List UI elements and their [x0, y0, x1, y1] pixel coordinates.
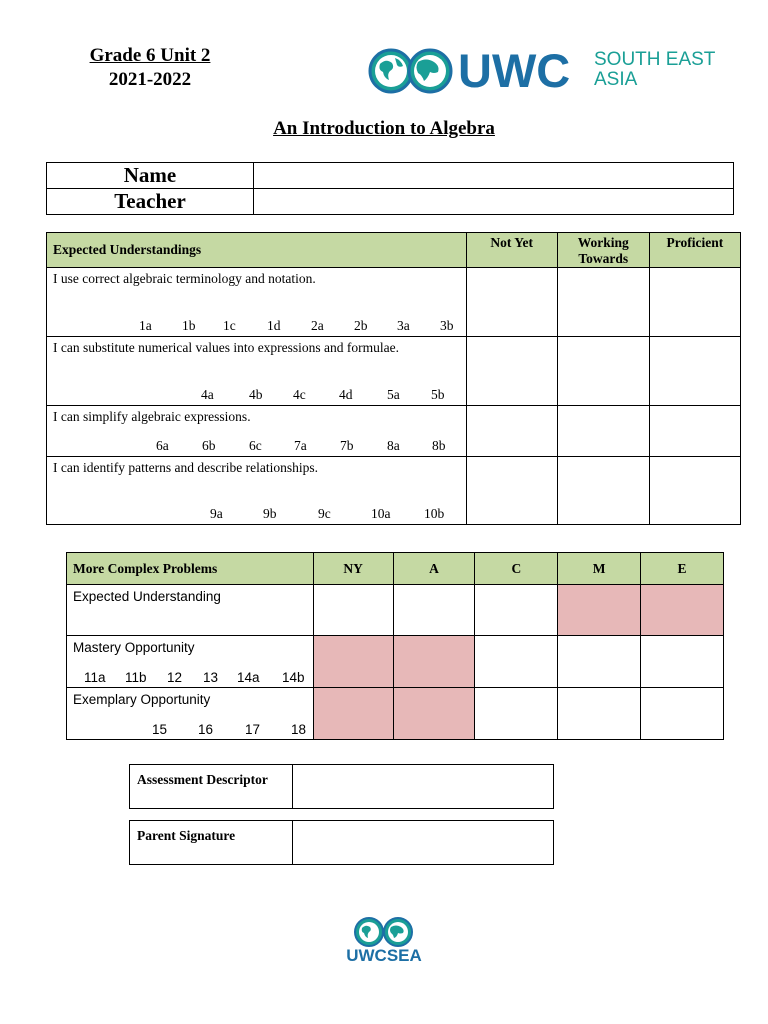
col-working-line-1: Working	[577, 235, 629, 250]
question-number: 4b	[249, 387, 263, 402]
parent-signature-label: Parent Signature	[130, 821, 293, 864]
question-number: 17	[245, 722, 261, 737]
question-number: 4c	[293, 387, 306, 402]
footer-wordmark: UWCSEA	[346, 946, 422, 965]
eu-header-row	[47, 233, 741, 268]
uwc-logo	[368, 44, 728, 98]
eu-statement: I use correct algebraic terminology and notation.	[53, 271, 316, 286]
rating-e-cell[interactable]	[641, 688, 724, 740]
rating-e-cell[interactable]	[641, 636, 724, 688]
question-number: 18	[291, 722, 307, 737]
rating-proficient-cell[interactable]	[649, 457, 740, 525]
question-number: 2a	[311, 318, 324, 333]
logo-subtitle-line-1: SOUTH EAST	[594, 49, 716, 70]
eu-statement: I can substitute numerical values into expressions and formulae.	[53, 340, 400, 355]
rating-not-yet-cell[interactable]	[466, 337, 557, 406]
question-number: 7b	[340, 438, 354, 453]
question-number: 1d	[267, 318, 281, 333]
col-a: A	[393, 553, 475, 585]
eu-row-desc	[47, 457, 467, 525]
question-number: 7a	[294, 438, 307, 453]
assessment-descriptor-box	[129, 764, 554, 809]
question-number: 11a	[84, 670, 106, 685]
name-label: Name	[47, 163, 254, 189]
rating-proficient-cell[interactable]	[649, 406, 740, 457]
col-proficient: Proficient	[649, 233, 740, 268]
teacher-label: Teacher	[47, 189, 254, 215]
question-number: 1b	[182, 318, 196, 333]
rating-c-cell[interactable]	[475, 636, 558, 688]
question-number: 1a	[139, 318, 152, 333]
question-number: 11b	[125, 670, 147, 685]
question-number: 1c	[223, 318, 236, 333]
eu-statement: I can simplify algebraic expressions.	[53, 409, 251, 424]
question-number: 14a	[237, 670, 260, 685]
parent-signature-field[interactable]	[294, 821, 553, 864]
eu-row	[47, 337, 741, 406]
question-number: 6a	[156, 438, 169, 453]
document-header	[60, 44, 240, 92]
question-number: 9c	[318, 506, 331, 521]
rating-not-yet-cell[interactable]	[466, 457, 557, 525]
rating-working-cell[interactable]	[557, 457, 649, 525]
student-info-table	[46, 162, 734, 215]
question-number: 15	[152, 722, 168, 737]
question-number: 16	[198, 722, 214, 737]
question-number: 4d	[339, 387, 353, 402]
rating-working-cell[interactable]	[557, 406, 649, 457]
unit-title: Grade 6 Unit 2	[89, 45, 211, 66]
mc-row-desc	[67, 636, 314, 688]
complex-problems-table	[66, 552, 724, 740]
eu-row-desc	[47, 406, 467, 457]
col-c: C	[475, 553, 558, 585]
col-ny: NY	[313, 553, 393, 585]
mc-statement: Exemplary Opportunity	[73, 692, 211, 707]
eu-header-title: Expected Understandings	[47, 233, 467, 268]
shaded-m-cell	[558, 585, 641, 636]
twin-globes-icon	[368, 44, 456, 98]
eu-row-desc	[47, 268, 467, 337]
shaded-a-cell	[393, 688, 475, 740]
shaded-e-cell	[641, 585, 724, 636]
logo-subtitle-line-2: ASIA	[594, 69, 638, 90]
uwcsea-footer-logo	[338, 916, 430, 972]
shaded-ny-cell	[313, 688, 393, 740]
rating-ny-cell[interactable]	[313, 585, 393, 636]
question-number: 3a	[397, 318, 410, 333]
expected-understandings-table	[46, 232, 741, 525]
rating-m-cell[interactable]	[558, 688, 641, 740]
question-number: 6c	[249, 438, 262, 453]
eu-row	[47, 268, 741, 337]
document-title-text: An Introduction to Algebra	[273, 118, 495, 139]
question-number: 12	[167, 670, 183, 685]
question-number: 10b	[424, 506, 445, 521]
question-number: 8b	[432, 438, 446, 453]
rating-c-cell[interactable]	[475, 688, 558, 740]
assessment-descriptor-label: Assessment Descriptor	[130, 765, 293, 808]
mc-row-desc	[67, 688, 314, 740]
question-number: 14b	[282, 670, 305, 685]
mc-row	[67, 636, 724, 688]
mc-row-desc	[67, 585, 314, 636]
rating-proficient-cell[interactable]	[649, 337, 740, 406]
question-number: 2b	[354, 318, 368, 333]
question-number: 9b	[263, 506, 277, 521]
col-not-yet: Not Yet	[466, 233, 557, 268]
parent-signature-box	[129, 820, 554, 865]
rating-m-cell[interactable]	[558, 636, 641, 688]
question-number: 3b	[440, 318, 454, 333]
rating-proficient-cell[interactable]	[649, 268, 740, 337]
question-number: 9a	[210, 506, 223, 521]
assessment-descriptor-field[interactable]	[294, 765, 553, 808]
mc-row	[67, 688, 724, 740]
rating-c-cell[interactable]	[475, 585, 558, 636]
mc-header-title: More Complex Problems	[67, 553, 314, 585]
question-number: 10a	[371, 506, 391, 521]
col-m: M	[558, 553, 641, 585]
question-number: 5b	[431, 387, 445, 402]
eu-row	[47, 457, 741, 525]
logo-subtitle	[594, 50, 715, 90]
shaded-a-cell	[393, 636, 475, 688]
question-number: 5a	[387, 387, 400, 402]
logo-wordmark: UWC	[458, 44, 571, 97]
question-number: 8a	[387, 438, 400, 453]
col-e: E	[641, 553, 724, 585]
col-working-towards	[557, 233, 649, 268]
eu-statement: I can identify patterns and describe relationships.	[53, 460, 319, 475]
name-field[interactable]	[254, 163, 734, 189]
school-year: 2021-2022	[108, 69, 192, 90]
document-title	[0, 118, 768, 140]
mc-statement: Expected Understanding	[73, 589, 221, 604]
rating-working-cell[interactable]	[557, 268, 649, 337]
question-number: 13	[203, 670, 219, 685]
rating-working-cell[interactable]	[557, 337, 649, 406]
rating-a-cell[interactable]	[393, 585, 475, 636]
teacher-field[interactable]	[254, 189, 734, 215]
eu-row-desc	[47, 337, 467, 406]
mc-header-row	[67, 553, 724, 585]
col-working-line-2: Towards	[578, 251, 629, 266]
teacher-row	[47, 189, 734, 215]
name-row	[47, 163, 734, 189]
question-number: 6b	[202, 438, 216, 453]
rating-not-yet-cell[interactable]	[466, 268, 557, 337]
mc-row	[67, 585, 724, 636]
question-number: 4a	[201, 387, 214, 402]
mc-statement: Mastery Opportunity	[73, 640, 195, 655]
shaded-ny-cell	[313, 636, 393, 688]
twin-globes-icon	[352, 916, 416, 948]
rating-not-yet-cell[interactable]	[466, 406, 557, 457]
eu-row	[47, 406, 741, 457]
